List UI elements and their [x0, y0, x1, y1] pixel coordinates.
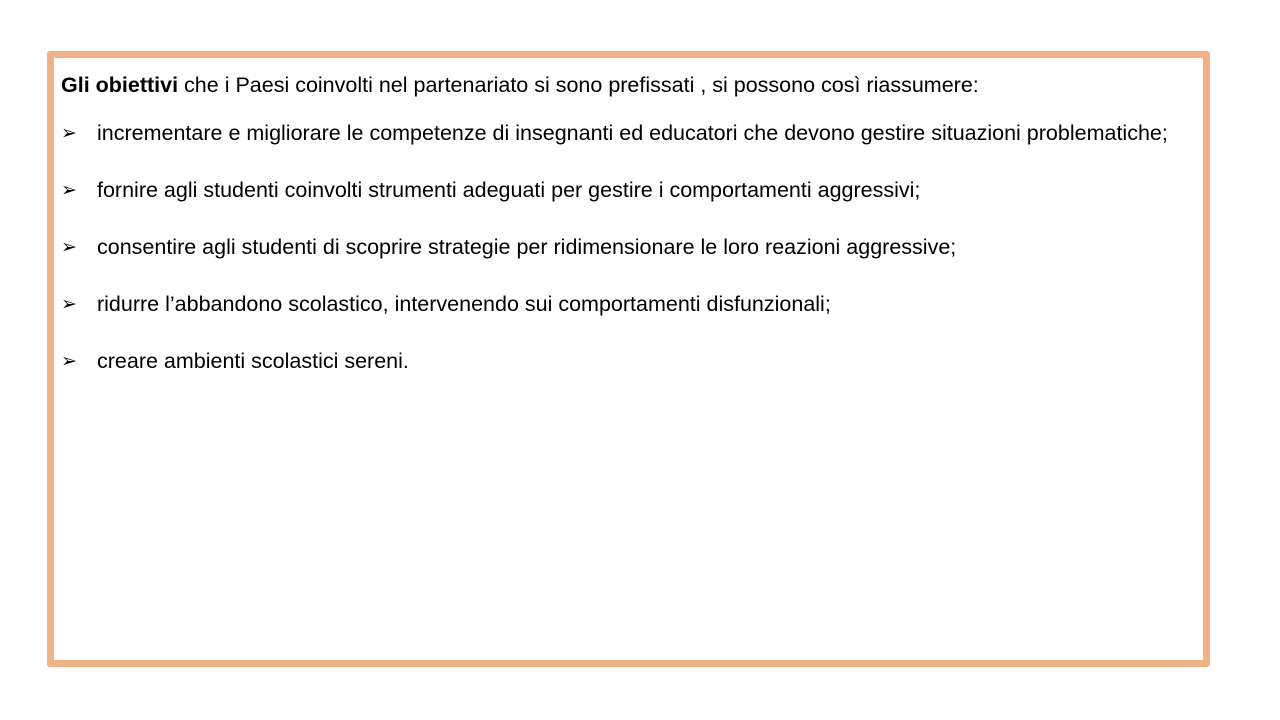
list-item: [61, 170, 1195, 210]
slide-content: [61, 73, 1195, 398]
list-item: [61, 227, 1195, 267]
intro-bold-text: Gli obiettivi: [61, 73, 179, 97]
arrow-bullet-icon: ➢: [61, 179, 77, 201]
intro-paragraph: [61, 73, 1195, 97]
objectives-list: [61, 113, 1195, 381]
intro-text: che i Paesi coinvolti nel partenariato si sono prefissati , si possono così riassumere:: [178, 73, 979, 97]
arrow-bullet-icon: ➢: [61, 236, 77, 258]
list-item-text: ridurre l’abbandono scolastico, intervenendo sui comportamenti disfunzionali;: [97, 292, 831, 316]
list-item-text: fornire agli studenti coinvolti strumenti adeguati per gestire i comportamenti aggressivi;: [97, 178, 921, 202]
list-item-text: consentire agli studenti di scoprire strategie per ridimensionare le loro reazioni aggressive;: [97, 235, 957, 259]
arrow-bullet-icon: ➢: [61, 293, 77, 315]
list-item: [61, 341, 1195, 381]
arrow-bullet-icon: ➢: [61, 122, 77, 144]
list-item-text: incrementare e migliorare le competenze di insegnanti ed educatori che devono gestire situazioni problematiche;: [97, 121, 1168, 145]
list-item: [61, 113, 1195, 153]
list-item-text: creare ambienti scolastici sereni.: [97, 349, 409, 373]
slide-frame: [47, 51, 1210, 667]
arrow-bullet-icon: ➢: [61, 350, 77, 372]
list-item: [61, 284, 1195, 324]
